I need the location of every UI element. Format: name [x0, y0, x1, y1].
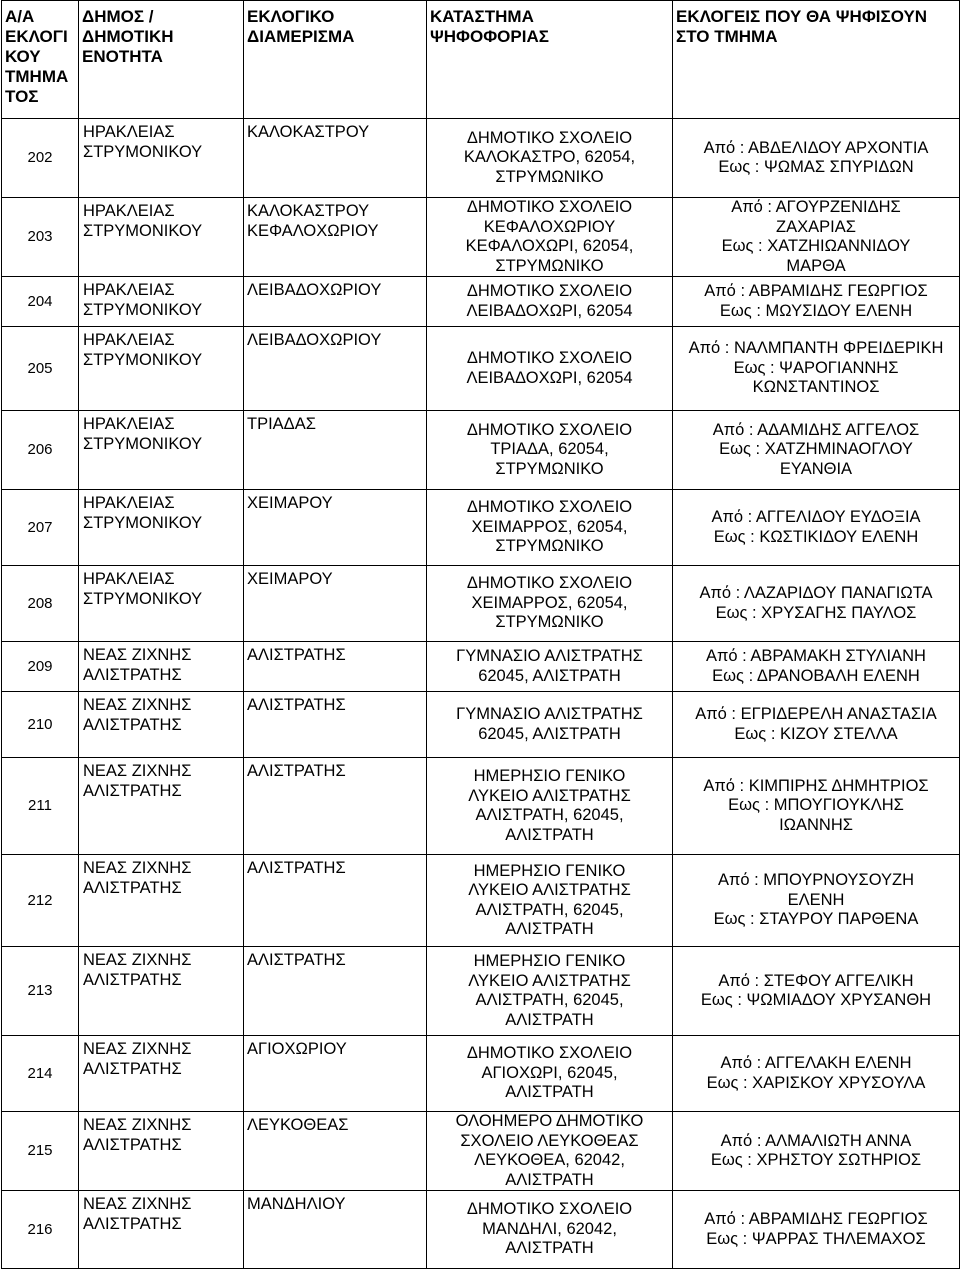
voters-range-cell-line: Από : ΑΒΡΑΜΙΔΗΣ ΓΕΩΡΓΙΟΣ [704, 282, 928, 300]
polling-station-cell-line: ΑΛΙΣΤΡΑΤΗ, 62045, [475, 806, 624, 824]
polling-station-cell [427, 411, 673, 490]
electoral-district-cell [244, 692, 427, 758]
voters-range-cell-line: Εως : ΜΠΟΥΓΙΟΥΚΛΗΣ [728, 796, 904, 815]
municipality-cell-line: ΗΡΑΚΛΕΙΑΣ [83, 570, 175, 588]
municipality-cell-line: ΣΤΡΥΜΟΝΙΚΟΥ [83, 513, 203, 532]
polling-station-cell-line: 62045, ΑΛΙΣΤΡΑΤΗ [478, 724, 621, 743]
table-row [2, 855, 960, 947]
electoral-district-cell [244, 119, 427, 198]
municipality-cell-line: ΑΛΙΣΤΡΑΤΗΣ [83, 781, 182, 800]
electoral-district-cell [244, 198, 427, 277]
polling-station-cell-line: ΗΜΕΡΗΣΙΟ ΓΕΝΙΚΟ [473, 767, 626, 785]
header-section-number-line: ΕΚΛΟΓΙ [5, 27, 68, 46]
polling-station-cell [427, 277, 673, 327]
section-number: 213 [2, 947, 79, 1036]
electoral-district-cell-line: ΑΛΙΣΤΡΑΤΗΣ [247, 646, 346, 664]
polling-station-cell [427, 490, 673, 566]
municipality-cell-line: ΗΡΑΚΛΕΙΑΣ [83, 123, 175, 141]
table-row [2, 411, 960, 490]
table-row [2, 692, 960, 758]
table-row [2, 1112, 960, 1191]
table-row [2, 642, 960, 692]
municipality-cell [79, 692, 244, 758]
voters-range-cell [673, 327, 960, 411]
municipality-cell-line: ΗΡΑΚΛΕΙΑΣ [83, 415, 175, 433]
municipality-cell [79, 1191, 244, 1269]
table-row [2, 490, 960, 566]
polling-station-cell-line: ΣΤΡΥΜΩΝΙΚΟ [495, 537, 604, 556]
electoral-district-cell [244, 1191, 427, 1269]
municipality-cell [79, 411, 244, 490]
voters-range-cell [673, 119, 960, 198]
table-row [2, 1191, 960, 1269]
voters-range-cell [673, 1191, 960, 1269]
voters-range-cell-line: Εως : ΚΩΣΤΙΚΙΔΟΥ ΕΛΕΝΗ [713, 527, 919, 546]
voters-range-cell-line: ΜΑΡΘΑ [786, 256, 846, 275]
municipality-cell-line: ΣΤΡΥΜΟΝΙΚΟΥ [83, 434, 203, 453]
section-number: 215 [2, 1112, 79, 1191]
voters-range-cell-line: Εως : ΧΡΗΣΤΟΥ ΣΩΤΗΡΙΟΣ [710, 1151, 922, 1169]
election-sections-table [1, 0, 960, 1269]
municipality-cell-line: ΗΡΑΚΛΕΙΑΣ [83, 281, 175, 299]
voters-range-cell-line: Εως : ΧΡΥΣΑΓΗΣ ΠΑΥΛΟΣ [715, 603, 917, 622]
voters-range-cell-line: Εως : ΔΡΑΝΟΒΑΛΗ ΕΛΕΝΗ [712, 666, 920, 685]
polling-station-cell-line: ΔΗΜΟΤΙΚΟ ΣΧΟΛΕΙΟ [466, 349, 633, 367]
polling-station-cell [427, 855, 673, 947]
municipality-cell-line: ΝΕΑΣ ΖΙΧΝΗΣ [83, 762, 192, 780]
voters-range-cell [673, 1036, 960, 1112]
header-voters [673, 1, 960, 119]
voters-range-cell [673, 490, 960, 566]
electoral-district-cell-line: ΚΑΛΟΚΑΣΤΡΟΥ [247, 123, 370, 141]
header-electoral-district-line: ΔΙΑΜΕΡΙΣΜΑ [247, 27, 355, 46]
electoral-district-cell [244, 411, 427, 490]
polling-station-cell-line: ΑΛΙΣΤΡΑΤΗ [505, 1170, 594, 1189]
polling-station-cell-line: ΤΡΙΑΔΑ, 62054, [490, 440, 609, 459]
header-municipality [79, 1, 244, 119]
header-municipality-line: ΕΝΟΤΗΤΑ [82, 47, 163, 66]
municipality-cell [79, 1036, 244, 1112]
voters-range-cell-line: Εως : ΜΩΥΣΙΔΟΥ ΕΛΕΝΗ [719, 301, 913, 320]
section-number: 208 [2, 566, 79, 642]
electoral-district-cell [244, 1036, 427, 1112]
header-polling-station [427, 1, 673, 119]
polling-station-cell-line: ΔΗΜΟΤΙΚΟ ΣΧΟΛΕΙΟ [466, 128, 633, 147]
municipality-cell-line: ΑΛΙΣΤΡΑΤΗΣ [83, 1214, 182, 1233]
voters-range-cell-line: Από : ΑΓΟΥΡΖΕΝΙΔΗΣ [731, 198, 901, 216]
polling-station-cell-line: ΑΛΙΣΤΡΑΤΗ, 62045, [475, 900, 624, 919]
polling-station-cell-line: ΔΗΜΟΤΙΚΟ ΣΧΟΛΕΙΟ [466, 1200, 633, 1219]
polling-station-cell-line: ΔΗΜΟΤΙΚΟ ΣΧΟΛΕΙΟ [466, 1044, 633, 1063]
electoral-district-cell-line: ΧΕΙΜΑΡΟΥ [247, 494, 333, 512]
electoral-district-cell-line: ΑΛΙΣΤΡΑΤΗΣ [247, 859, 346, 877]
municipality-cell-line: ΣΤΡΥΜΟΝΙΚΟΥ [83, 350, 203, 369]
polling-station-cell-line: ΧΕΙΜΑΡΡΟΣ, 62054, [471, 517, 628, 536]
polling-station-cell-line: ΓΥΜΝΑΣΙΟ ΑΛΙΣΤΡΑΤΗΣ [456, 647, 643, 665]
polling-station-cell-line: ΛΥΚΕΙΟ ΑΛΙΣΤΡΑΤΗΣ [468, 786, 631, 805]
voters-range-cell-line: Εως : ΨΑΡΟΓΙΑΝΝΗΣ [733, 358, 899, 377]
electoral-district-cell-line: ΚΑΛΟΚΑΣΤΡΟΥ [247, 202, 370, 220]
voters-range-cell-line: Από : ΜΠΟΥΡΝΟΥΣΟΥΖΗ [717, 871, 915, 890]
polling-station-cell [427, 566, 673, 642]
polling-station-cell-line: ΣΤΡΥΜΩΝΙΚΟ [495, 613, 604, 632]
polling-station-cell-line: ΓΥΜΝΑΣΙΟ ΑΛΙΣΤΡΑΤΗΣ [456, 705, 643, 723]
municipality-cell [79, 947, 244, 1036]
voters-range-cell-line: Εως : ΚΙΖΟΥ ΣΤΕΛΛΑ [734, 724, 898, 743]
polling-station-cell [427, 642, 673, 692]
municipality-cell-line: ΣΤΡΥΜΟΝΙΚΟΥ [83, 300, 203, 319]
municipality-cell-line: ΑΛΙΣΤΡΑΤΗΣ [83, 1135, 182, 1154]
voters-range-cell [673, 277, 960, 327]
municipality-cell-line: ΣΤΡΥΜΟΝΙΚΟΥ [83, 142, 203, 161]
municipality-cell [79, 1112, 244, 1191]
voters-range-cell-line: Από : ΑΒΡΑΜΙΔΗΣ ΓΕΩΡΓΙΟΣ [704, 1210, 928, 1228]
municipality-cell-line: ΝΕΑΣ ΖΙΧΝΗΣ [83, 1116, 192, 1134]
voters-range-cell-line: ΕΥΑΝΘΙΑ [779, 459, 853, 478]
section-number: 203 [2, 198, 79, 277]
polling-station-cell-line: ΑΓΙΟΧΩΡΙ, 62045, [481, 1063, 618, 1082]
header-voters-line: ΣΤΟ ΤΜΗΜΑ [676, 27, 778, 46]
polling-station-cell-line: ΚΕΦΑΛΟΧΩΡΙ, 62054, [465, 237, 634, 255]
polling-station-cell-line: ΛΥΚΕΙΟ ΑΛΙΣΤΡΑΤΗΣ [468, 881, 631, 899]
voters-range-cell-line: Εως : ΧΑΡΙΣΚΟΥ ΧΡΥΣΟΥΛΑ [706, 1073, 926, 1092]
voters-range-cell-line: Από : ΣΤΕΦΟΥ ΑΓΓΕΛΙΚΗ [718, 971, 914, 990]
voters-range-cell [673, 642, 960, 692]
polling-station-cell-line: ΑΛΙΣΤΡΑΤΗ [505, 1083, 594, 1102]
polling-station-cell-line: ΔΗΜΟΤΙΚΟ ΣΧΟΛΕΙΟ [466, 282, 633, 300]
section-number: 209 [2, 642, 79, 692]
header-electoral-district-line: ΕΚΛΟΓΙΚΟ [247, 7, 335, 26]
municipality-cell-line: ΑΛΙΣΤΡΑΤΗΣ [83, 878, 182, 897]
municipality-cell [79, 119, 244, 198]
polling-station-cell [427, 947, 673, 1036]
header-section-number-line: ΤΟΣ [5, 87, 39, 106]
municipality-cell [79, 277, 244, 327]
voters-range-cell [673, 411, 960, 490]
municipality-cell-line: ΗΡΑΚΛΕΙΑΣ [83, 202, 175, 220]
voters-range-cell-line: Εως : ΨΩΜΑΣ ΣΠΥΡΙΔΩΝ [718, 158, 914, 176]
municipality-cell [79, 566, 244, 642]
municipality-cell [79, 758, 244, 855]
table-row [2, 277, 960, 327]
polling-station-cell-line: ΔΗΜΟΤΙΚΟ ΣΧΟΛΕΙΟ [466, 498, 633, 517]
electoral-district-cell-line: ΚΕΦΑΛΟΧΩΡΙΟΥ [247, 221, 379, 240]
municipality-cell [79, 327, 244, 411]
voters-range-cell [673, 692, 960, 758]
polling-station-cell-line: ΛΕΥΚΟΘΕΑ, 62042, [474, 1151, 625, 1169]
section-number: 202 [2, 119, 79, 198]
electoral-district-cell [244, 277, 427, 327]
electoral-district-cell [244, 490, 427, 566]
municipality-cell-line: ΝΕΑΣ ΖΙΧΝΗΣ [83, 951, 192, 969]
polling-station-cell-line: ΛΕΙΒΑΔΟΧΩΡΙ, 62054 [466, 368, 633, 387]
table-row [2, 758, 960, 855]
municipality-cell [79, 198, 244, 277]
polling-station-cell-line: ΣΤΡΥΜΩΝΙΚΟ [495, 167, 604, 186]
section-number: 207 [2, 490, 79, 566]
section-number: 211 [2, 758, 79, 855]
voters-range-cell-line: Από : ΛΑΖΑΡΙΔΟΥ ΠΑΝΑΓΙΩΤΑ [699, 584, 933, 602]
municipality-cell [79, 855, 244, 947]
polling-station-cell-line: ΣΧΟΛΕΙΟ ΛΕΥΚΟΘΕΑΣ [460, 1131, 639, 1150]
voters-range-cell [673, 947, 960, 1036]
polling-station-cell [427, 1191, 673, 1269]
polling-station-cell-line: ΚΑΛΟΚΑΣΤΡΟ, 62054, [463, 148, 636, 167]
polling-station-cell-line: ΧΕΙΜΑΡΡΟΣ, 62054, [471, 593, 628, 612]
polling-station-cell-line: ΔΗΜΟΤΙΚΟ ΣΧΟΛΕΙΟ [466, 574, 633, 593]
polling-station-cell-line: ΗΜΕΡΗΣΙΟ ΓΕΝΙΚΟ [473, 952, 626, 970]
municipality-cell-line: ΝΕΑΣ ΖΙΧΝΗΣ [83, 646, 192, 664]
municipality-cell-line: ΗΡΑΚΛΕΙΑΣ [83, 494, 175, 512]
table-row [2, 947, 960, 1036]
electoral-district-cell [244, 947, 427, 1036]
section-number: 216 [2, 1191, 79, 1269]
polling-station-cell [427, 198, 673, 277]
municipality-cell-line: ΑΛΙΣΤΡΑΤΗΣ [83, 1059, 182, 1078]
voters-range-cell-line: Από : ΑΒΡΑΜΑΚΗ ΣΤΥΛΙΑΝΗ [706, 647, 926, 665]
section-number: 206 [2, 411, 79, 490]
header-polling-station-line: ΚΑΤΑΣΤΗΜΑ [430, 7, 534, 26]
polling-station-cell-line: ΛΥΚΕΙΟ ΑΛΙΣΤΡΑΤΗΣ [468, 971, 631, 990]
electoral-district-cell-line: ΑΛΙΣΤΡΑΤΗΣ [247, 696, 346, 714]
electoral-district-cell-line: ΛΕΙΒΑΔΟΧΩΡΙΟΥ [247, 331, 382, 349]
municipality-cell-line: ΝΕΑΣ ΖΙΧΝΗΣ [83, 1195, 192, 1213]
polling-station-cell-line: ΑΛΙΣΤΡΑΤΗ [505, 1239, 594, 1258]
polling-station-cell-line: ΣΤΡΥΜΩΝΙΚΟ [495, 256, 604, 275]
voters-range-cell-line: Από : ΚΙΜΠΙΡΗΣ ΔΗΜΗΤΡΙΟΣ [703, 776, 929, 795]
polling-station-cell-line: ΚΕΦΑΛΟΧΩΡΙΟΥ [483, 217, 616, 236]
table-row [2, 327, 960, 411]
electoral-district-cell-line: ΛΕΙΒΑΔΟΧΩΡΙΟΥ [247, 281, 382, 299]
voters-range-cell-line: ΚΩΝΣΤΑΝΤΙΝΟΣ [752, 378, 880, 397]
polling-station-cell-line: 62045, ΑΛΙΣΤΡΑΤΗ [478, 666, 621, 685]
polling-station-cell-line: ΑΛΙΣΤΡΑΤΗ [505, 920, 594, 938]
polling-station-cell-line: ΛΕΙΒΑΔΟΧΩΡΙ, 62054 [466, 301, 633, 320]
voters-range-cell-line: Από : ΕΓΡΙΔΕΡΕΛΗ ΑΝΑΣΤΑΣΙΑ [695, 705, 937, 723]
polling-station-cell-line: ΜΑΝΔΗΛΙ, 62042, [482, 1219, 617, 1238]
municipality-cell [79, 642, 244, 692]
municipality-cell [79, 490, 244, 566]
polling-station-cell-line: ΣΤΡΥΜΩΝΙΚΟ [495, 459, 604, 478]
polling-station-cell [427, 119, 673, 198]
electoral-district-cell [244, 566, 427, 642]
polling-station-cell-line: ΑΛΙΣΤΡΑΤΗ [505, 825, 594, 844]
electoral-district-cell [244, 758, 427, 855]
electoral-district-cell-line: ΑΓΙΟΧΩΡΙΟΥ [247, 1040, 347, 1058]
municipality-cell-line: ΣΤΡΥΜΟΝΙΚΟΥ [83, 221, 203, 240]
polling-station-cell [427, 1112, 673, 1191]
voters-range-cell-line: Από : ΑΒΔΕΛΙΔΟΥ ΑΡΧΟΝΤΙΑ [703, 138, 929, 157]
electoral-district-cell-line: ΜΑΝΔΗΛΙΟΥ [247, 1195, 346, 1213]
municipality-cell-line: ΣΤΡΥΜΟΝΙΚΟΥ [83, 589, 203, 608]
header-voters-line: ΕΚΛΟΓΕΙΣ ΠΟΥ ΘΑ ΨΗΦΙΣΟΥΝ [676, 7, 928, 26]
municipality-cell-line: ΑΛΙΣΤΡΑΤΗΣ [83, 715, 182, 734]
table-row [2, 1036, 960, 1112]
voters-range-cell [673, 566, 960, 642]
electoral-district-cell [244, 855, 427, 947]
voters-range-cell-line: Εως : ΨΩΜΙΑΔΟΥ ΧΡΥΣΑΝΘΗ [700, 991, 932, 1009]
polling-station-cell [427, 758, 673, 855]
voters-range-cell-line: Από : ΝΑΛΜΠΑΝΤΗ ΦΡΕΙΔΕΡΙΚΗ [688, 339, 944, 358]
electoral-district-cell [244, 1112, 427, 1191]
municipality-cell-line: ΑΛΙΣΤΡΑΤΗΣ [83, 665, 182, 684]
section-number: 210 [2, 692, 79, 758]
polling-station-cell-line: ΔΗΜΟΤΙΚΟ ΣΧΟΛΕΙΟ [466, 198, 633, 216]
section-number: 204 [2, 277, 79, 327]
electoral-district-cell-line: ΤΡΙΑΔΑΣ [247, 415, 316, 433]
polling-station-cell-line: ΔΗΜΟΤΙΚΟ ΣΧΟΛΕΙΟ [466, 420, 633, 439]
electoral-district-cell-line: ΛΕΥΚΟΘΕΑΣ [247, 1116, 349, 1134]
electoral-district-cell [244, 327, 427, 411]
voters-range-cell-line: ΕΛΕΝΗ [787, 890, 845, 909]
table-row [2, 198, 960, 277]
section-number: 212 [2, 855, 79, 947]
electoral-district-cell-line: ΑΛΙΣΤΡΑΤΗΣ [247, 762, 346, 780]
polling-station-cell [427, 1036, 673, 1112]
voters-range-cell-line: Εως : ΧΑΤΖΗΜΙΝΑΟΓΛΟΥ [719, 440, 913, 459]
header-municipality-line: ΔΗΜΟΣ / [82, 7, 154, 26]
electoral-district-cell [244, 642, 427, 692]
voters-range-cell-line: Από : ΑΛΜΑΛΙΩΤΗ ΑΝΝΑ [720, 1131, 912, 1150]
municipality-cell-line: ΝΕΑΣ ΖΙΧΝΗΣ [83, 696, 192, 714]
municipality-cell-line: ΑΛΙΣΤΡΑΤΗΣ [83, 970, 182, 989]
header-section-number-line: ΚΟΥ [5, 47, 41, 66]
header-electoral-district [244, 1, 427, 119]
municipality-cell-line: ΝΕΑΣ ΖΙΧΝΗΣ [83, 1040, 192, 1058]
polling-station-cell [427, 692, 673, 758]
voters-range-cell [673, 758, 960, 855]
voters-range-cell [673, 1112, 960, 1191]
voters-range-cell-line: Από : ΑΔΑΜΙΔΗΣ ΑΓΓΕΛΟΣ [712, 420, 920, 439]
municipality-cell-line: ΝΕΑΣ ΖΙΧΝΗΣ [83, 859, 192, 877]
voters-range-cell-line: Από : ΑΓΓΕΛΙΔΟΥ ΕΥΔΟΞΙΑ [711, 508, 921, 526]
voters-range-cell-line: Εως : ΨΑΡΡΑΣ ΤΗΛΕΜΑΧΟΣ [706, 1229, 926, 1248]
voters-range-cell-line: Εως : ΣΤΑΥΡΟΥ ΠΑΡΘΕΝΑ [713, 910, 919, 929]
header-section-number-line: ΤΜΗΜΑ [5, 67, 69, 86]
electoral-district-cell-line: ΧΕΙΜΑΡΟΥ [247, 570, 333, 588]
electoral-district-cell-line: ΑΛΙΣΤΡΑΤΗΣ [247, 951, 346, 969]
table-row [2, 119, 960, 198]
section-number: 214 [2, 1036, 79, 1112]
polling-station-cell-line: ΑΛΙΣΤΡΑΤΗ [505, 1010, 594, 1029]
polling-station-cell-line: ΑΛΙΣΤΡΑΤΗ, 62045, [475, 991, 624, 1009]
header-polling-station-line: ΨΗΦΟΦΟΡΙΑΣ [430, 27, 549, 46]
table-row [2, 566, 960, 642]
voters-range-cell-line: Εως : ΧΑΤΖΗΙΩΑΝΝΙΔΟΥ [721, 237, 911, 255]
table-body [2, 119, 960, 1269]
voters-range-cell [673, 855, 960, 947]
polling-station-cell [427, 327, 673, 411]
header-row [2, 1, 960, 119]
polling-station-cell-line: ΟΛΟΗΜΕΡΟ ΔΗΜΟΤΙΚΟ [455, 1112, 644, 1130]
header-section-number-line: Α/Α [5, 7, 35, 26]
voters-range-cell [673, 198, 960, 277]
header-municipality-line: ΔΗΜΟΤΙΚΗ [82, 27, 174, 46]
voters-range-cell-line: Από : ΑΓΓΕΛΑΚΗ ΕΛΕΝΗ [720, 1054, 912, 1072]
header-section-number [2, 1, 79, 119]
voters-range-cell-line: ΖΑΧΑΡΙΑΣ [776, 217, 856, 236]
section-number: 205 [2, 327, 79, 411]
voters-range-cell-line: ΙΩΑΝΝΗΣ [779, 815, 853, 834]
municipality-cell-line: ΗΡΑΚΛΕΙΑΣ [83, 331, 175, 349]
polling-station-cell-line: ΗΜΕΡΗΣΙΟ ΓΕΝΙΚΟ [473, 861, 626, 880]
